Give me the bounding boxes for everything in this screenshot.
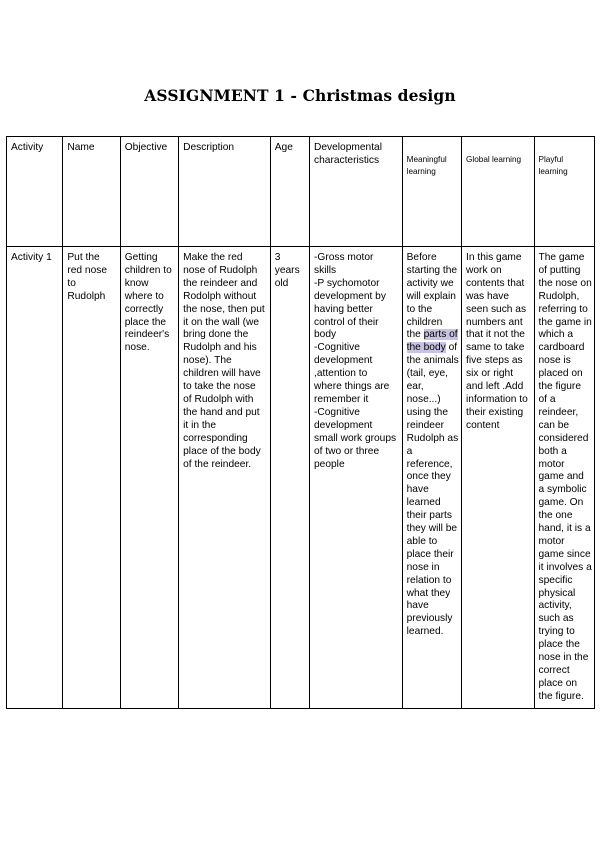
developmental-line-4: -Cognitive development small work groups of two or three people (314, 406, 397, 470)
meaningful-text-before: Before starting the activity we will explain to the children the (406, 252, 458, 341)
cell-global: In this game work on contents that was have seen such as numbers ant that it not the same to take five steps as six or right and left .Add information to their existing content (462, 247, 534, 709)
header-activity: Activity (7, 137, 63, 247)
developmental-line-1: -Gross motor skills (314, 252, 374, 276)
table-row (7, 247, 595, 709)
header-meaningful: Meaningful learning (402, 137, 461, 247)
meaningful-highlight: parts of the body (406, 329, 458, 354)
header-description: Description (179, 137, 271, 247)
meaningful-text-after: of the animals (tail, eye, ear, nose...) using the reindeer Rudolph as a reference, once they have learned their parts they will be able to place their nose in relation to what they have previously learned. (406, 342, 459, 638)
cell-name: Put the red nose to Rudolph (63, 247, 120, 709)
activity-table (6, 136, 595, 709)
header-global: Global learning (462, 137, 534, 247)
header-age: Age (270, 137, 309, 247)
document-title: ASSIGNMENT 1 - Christmas design (144, 86, 456, 105)
header-objective: Objective (120, 137, 178, 247)
cell-age: 3 years old (270, 247, 309, 709)
cell-meaningful (402, 247, 461, 709)
developmental-line-2: -P sychomotor development by having better control of their body (314, 277, 386, 341)
table-header-row (7, 137, 595, 247)
cell-objective: Getting children to know where to correctly place the reindeer's nose. (120, 247, 178, 709)
header-playful: Playful learning (534, 137, 594, 247)
header-name: Name (63, 137, 120, 247)
cell-playful: The game of putting the nose on Rudolph, referring to the game in which a cardboard nose is placed on the figure of a reindeer, can be considered both a motor game and a symbolic game. On the one hand, it is a motor game since it involves a specific physical activity, such as trying to place the nose in the correct place on the figure. (534, 247, 594, 709)
cell-activity: Activity 1 (7, 247, 63, 709)
cell-description: Make the red nose of Rudolph the reindeer and Rodolph without the nose, then put it on the wall (we bring done the Rudolph and his nose). The children will have to take the nose of Rudolph with the hand and put it in the corresponding place of the body of the reindeer. (179, 247, 271, 709)
header-developmental: Developmental characteristics (310, 137, 403, 247)
developmental-line-3: -Cognitive development ,attention to where things are remember it (314, 342, 390, 405)
cell-developmental (310, 247, 403, 709)
